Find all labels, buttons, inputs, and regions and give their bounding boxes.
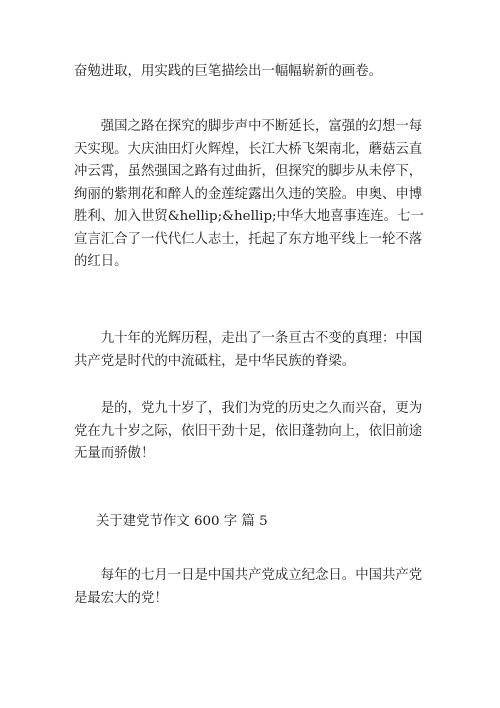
paragraph-line: 每年的七月一日是中国共产党成立纪念日。中国共产党 xyxy=(74,568,423,583)
paragraph-line: 绚丽的紫荆花和醉人的金莲绽露出久违的笑脸。申奥、申博 xyxy=(74,186,423,202)
paragraph-line: 宣言汇合了一代代仁人志士，托起了东方地平线上一轮不落 xyxy=(74,231,423,247)
paragraph-line: 是的，党九十岁了，我们为党的历史之久而兴奋，更为 xyxy=(74,401,423,416)
paragraph-line: 的红日。 xyxy=(74,254,128,269)
paragraph-line: 无量而骄傲！ xyxy=(74,446,155,461)
paragraph-line: 胜利、加入世贸&hellip;&hellip;中华大地喜事连连。七一 xyxy=(74,209,424,224)
paragraph-line: 天实现。大庆油田灯火辉煌，长江大桥飞架南北，蘑菇云直 xyxy=(74,141,423,157)
paragraph-line: 党在九十岁之际，依旧干劲十足，依旧蓬勃向上，依旧前途 xyxy=(74,423,423,439)
paragraph-line: 奋勉进取，用实践的巨笔描绘出一幅幅崭新的画卷。 xyxy=(74,64,382,79)
paragraph-line: 强国之路在探究的脚步声中不断延长，富强的幻想一每 xyxy=(74,119,423,134)
paragraph-line: 是最宏大的党！ xyxy=(74,590,168,606)
section-heading: 关于建党节作文 600 字 篇 5 xyxy=(96,514,268,529)
paragraph-4 xyxy=(74,398,434,466)
paragraph-3 xyxy=(74,328,434,373)
paragraph-line: 九十年的光辉历程，走出了一条亘古不变的真理：中国 xyxy=(74,331,423,346)
paragraph-2 xyxy=(74,116,434,274)
paragraph-1 xyxy=(74,61,434,84)
paragraph-5 xyxy=(74,565,434,610)
paragraph-line: 冲云霄，虽然强国之路有过曲折，但探究的脚步从未停下， xyxy=(74,164,423,179)
paragraph-line: 共产党是时代的中流砥柱，是中华民族的脊梁。 xyxy=(74,353,356,369)
